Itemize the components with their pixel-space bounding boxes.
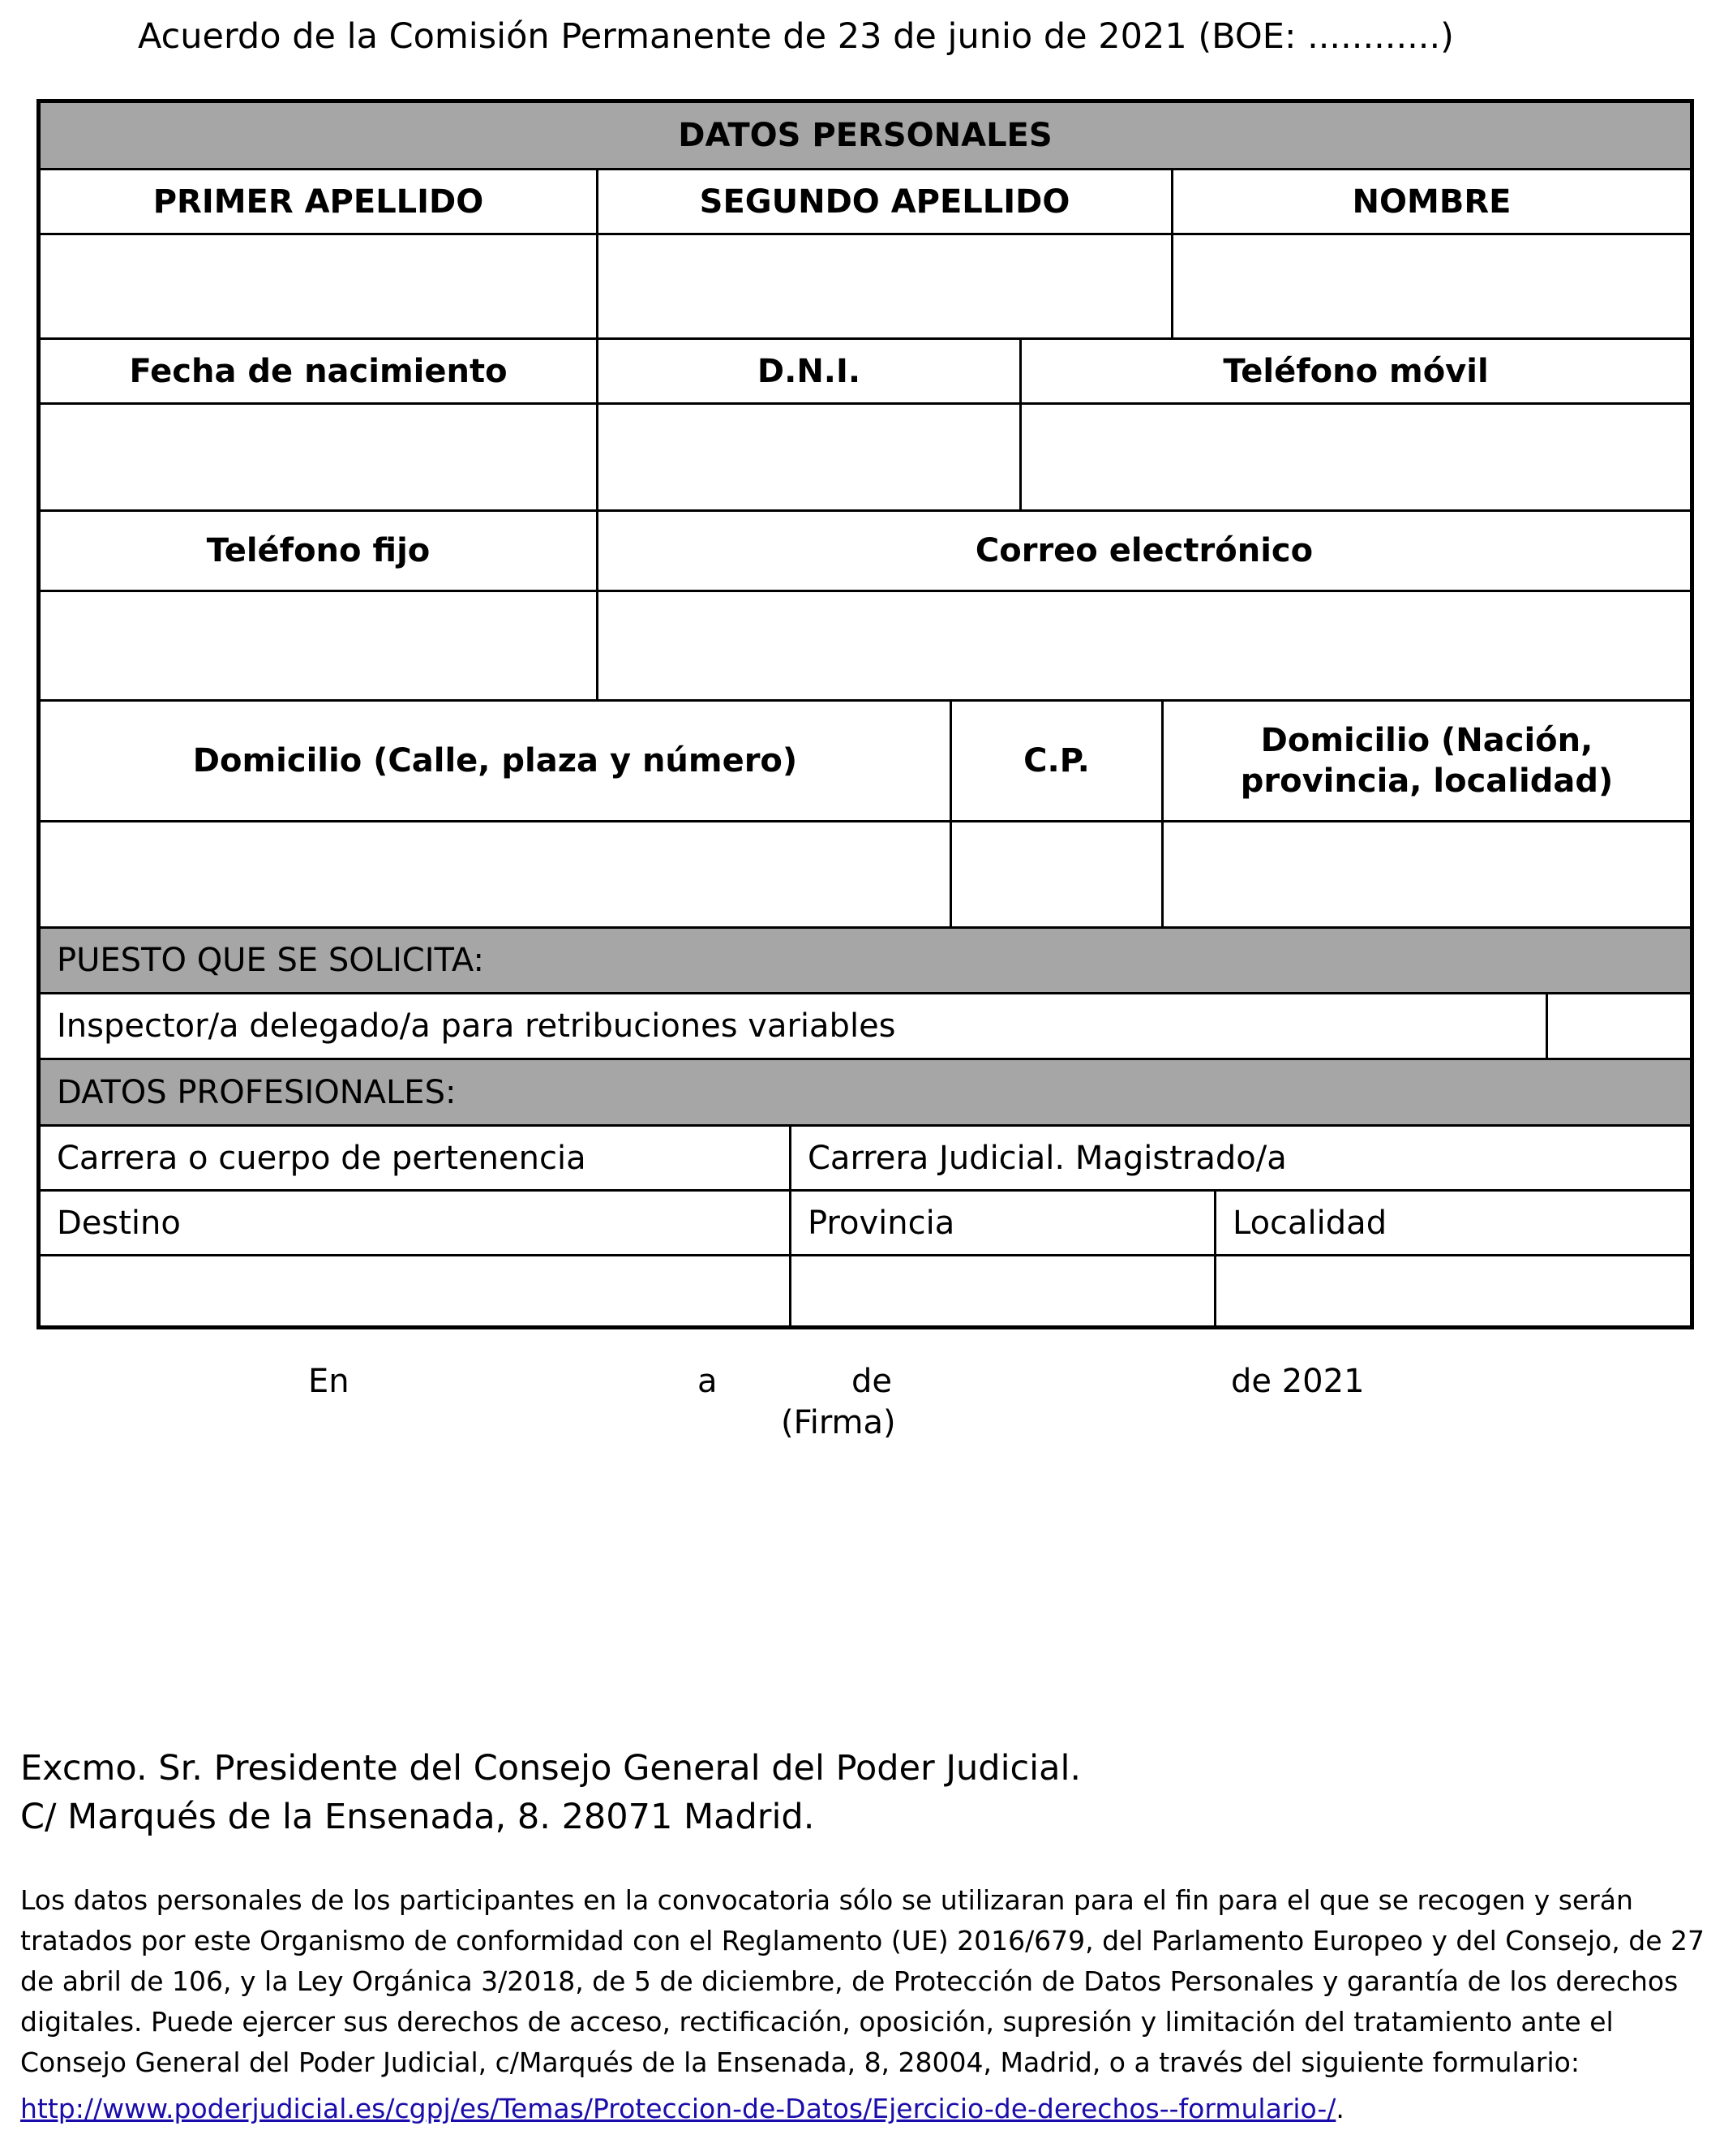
input-correo-electronico[interactable] [598,592,1690,699]
input-fecha-nacimiento[interactable] [41,405,596,509]
document-header: Acuerdo de la Comisión Permanente de 23 de junio de 2021 (BOE: ............) [138,16,1454,57]
input-primer-apellido[interactable] [41,235,596,337]
signature-en: En [308,1363,350,1400]
label-provincia: Provincia [808,1204,955,1242]
puesto-value: Inspector/a delegado/a para retribuciones variables [57,1007,896,1045]
label-segundo-apellido: SEGUNDO APELLIDO [699,183,1070,221]
privacy-url-period: . [1336,2093,1344,2124]
addressee-line1: Excmo. Sr. Presidente del Consejo General del Poder Judicial. [20,1748,1082,1789]
label-correo-electronico: Correo electrónico [975,532,1314,569]
label-telefono-fijo: Teléfono fijo [206,532,431,569]
signature-a: a [697,1363,718,1400]
input-domicilio-calle[interactable] [41,822,950,926]
label-domicilio-nacion-line2: provincia, localidad) [1240,762,1614,800]
carrera-value: Carrera Judicial. Magistrado/a [808,1139,1287,1177]
signature-de: de [851,1363,892,1400]
label-domicilio-nacion-line1: Domicilio (Nación, [1260,722,1593,759]
label-localidad: Localidad [1233,1204,1387,1242]
label-telefono-movil: Teléfono móvil [1223,352,1489,390]
input-codigo-postal[interactable] [952,822,1161,926]
addressee-line2: C/ Marqués de la Ensenada, 8. 28071 Madrid. [20,1797,815,1837]
input-telefono-fijo[interactable] [41,592,596,699]
section-datos-personales: DATOS PERSONALES [41,103,1690,168]
privacy-url-line [20,2093,1344,2124]
input-nombre[interactable] [1173,235,1690,337]
input-telefono-movil[interactable] [1022,405,1690,509]
label-primer-apellido: PRIMER APELLIDO [152,183,484,221]
input-dni[interactable] [598,405,1019,509]
section-puesto-solicita: PUESTO QUE SE SOLICITA: [41,929,1690,992]
section-datos-profesionales: DATOS PROFESIONALES: [41,1060,1690,1124]
application-form [36,99,1694,1329]
input-domicilio-nacion[interactable] [1164,822,1690,926]
input-segundo-apellido[interactable] [598,235,1171,337]
label-fecha-nacimiento: Fecha de nacimiento [129,352,508,390]
puesto-checkbox[interactable] [1548,994,1690,1058]
label-domicilio-nacion [1164,702,1690,820]
input-destino[interactable] [41,1256,789,1325]
privacy-notice: Los datos personales de los participantes en la convocatoria sólo se utilizaran para el fin para el que se recogen y serán tratados por este Organismo de conformidad con el Reglamento (UE) 2016/679, del Parlamento Europeo y del Consejo, de 27 de abril de 106, y la Ley Orgánica 3/2018, de 5 de diciembre, de Protección de Datos Personales y garantía de los derechos digitales. Puede ejercer sus derechos de acceso, rectificación, oposición, supresión y limitación del tratamiento ante el Consejo General del Poder Judicial, c/Marqués de la Ensenada, 8, 28004, Madrid, o a través del siguiente formulario: [20,1884,1705,2078]
signature-firma: (Firma) [781,1404,896,1441]
label-nombre: NOMBRE [1352,183,1512,221]
label-destino: Destino [57,1204,181,1242]
label-carrera-cuerpo: Carrera o cuerpo de pertenencia [57,1139,586,1177]
signature-year: de 2021 [1231,1363,1365,1400]
privacy-form-link[interactable]: http://www.poderjudicial.es/cgpj/es/Temas/Proteccion-de-Datos/Ejercicio-de-derechos--formulario-/ [20,2093,1336,2124]
label-domicilio-calle: Domicilio (Calle, plaza y número) [192,742,798,780]
input-provincia[interactable] [791,1256,1214,1325]
label-dni: D.N.I. [757,352,861,390]
input-localidad[interactable] [1216,1256,1690,1325]
label-codigo-postal: C.P. [1023,742,1090,780]
